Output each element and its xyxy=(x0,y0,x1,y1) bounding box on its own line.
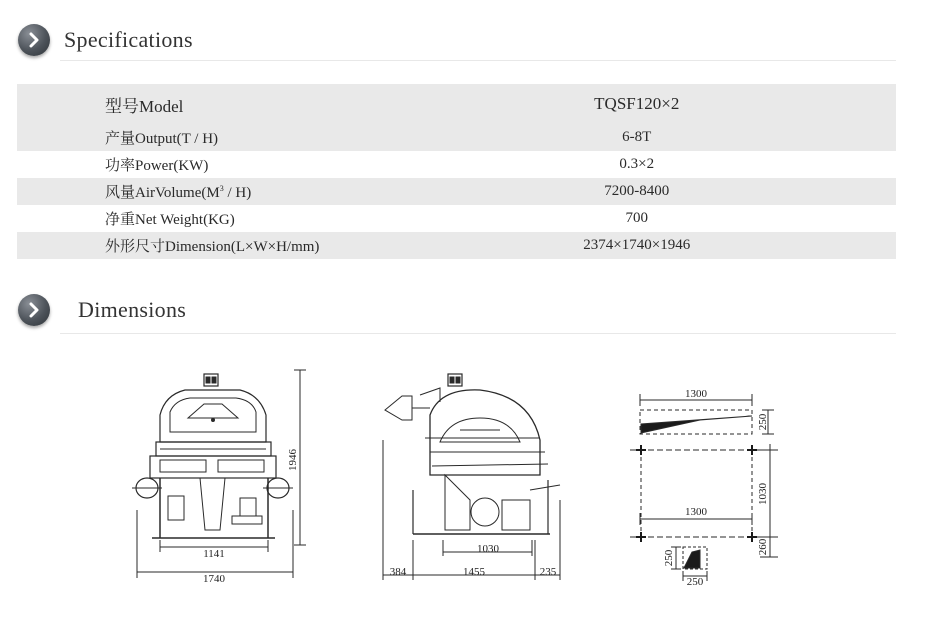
divider xyxy=(60,333,896,334)
side-view-drawing xyxy=(383,374,560,580)
spec-key: 功率Power(KW) xyxy=(105,158,209,174)
dim-foundation-pad-height: 250 xyxy=(663,549,675,567)
spec-key: 型号Model xyxy=(17,84,457,124)
dim-front-height: 1946 xyxy=(287,449,299,471)
dim-side-main-width: 1455 xyxy=(463,566,485,578)
dim-front-overall-width: 1740 xyxy=(203,573,225,585)
table-row xyxy=(17,124,896,151)
spec-value: 0.3×2 xyxy=(619,156,655,172)
spec-key: 外形尺寸Dimension(L×W×H/mm) xyxy=(17,232,457,259)
front-view-drawing xyxy=(132,370,306,578)
dim-foundation-top-depth: 250 xyxy=(757,413,769,431)
spec-key: 风量$AirVolume(M^3 / H)$ xyxy=(17,178,457,205)
table-row xyxy=(17,205,896,232)
table-row xyxy=(17,84,896,124)
spec-key: 净重Net Weight(KG) xyxy=(105,212,235,228)
specifications-table xyxy=(17,84,896,259)
spec-value: 6-8T xyxy=(457,124,896,151)
dimension-drawings xyxy=(0,340,937,638)
dim-foundation-top-width: 1300 xyxy=(685,388,707,400)
spec-value: TQSF120×2 xyxy=(457,84,896,124)
crosshair-icons xyxy=(636,445,757,542)
section-title-specifications: Specifications xyxy=(64,27,193,52)
table-row xyxy=(17,232,896,259)
dim-side-left-offset: 384 xyxy=(389,566,407,578)
table-row xyxy=(17,151,896,178)
dimensions-header xyxy=(18,290,186,330)
chevron-right-icon xyxy=(18,294,50,326)
table-row xyxy=(17,178,896,205)
divider xyxy=(60,60,896,61)
section-title-dimensions: Dimensions xyxy=(78,297,187,322)
specifications-header xyxy=(18,20,193,60)
dim-side-right-offset: 235 xyxy=(539,566,557,578)
dim-foundation-bottom-width: 1300 xyxy=(685,506,707,518)
spec-value: 2374×1740×1946 xyxy=(457,232,896,259)
dim-foundation-bottom-depth: 260 xyxy=(757,538,769,556)
dim-side-inner-width: 1030 xyxy=(477,543,499,555)
spec-value: 7200-8400 xyxy=(457,178,896,205)
dim-front-inner-width: 1141 xyxy=(203,548,225,560)
spec-key: 产量Output(T / H) xyxy=(17,124,457,151)
foundation-plan-drawing xyxy=(630,394,778,581)
dim-foundation-spacing: 1030 xyxy=(757,483,769,505)
drawings-svg xyxy=(0,340,937,638)
spec-value: 700 xyxy=(625,210,648,226)
dim-foundation-pad-width: 250 xyxy=(686,576,704,588)
chevron-right-icon xyxy=(18,24,50,56)
